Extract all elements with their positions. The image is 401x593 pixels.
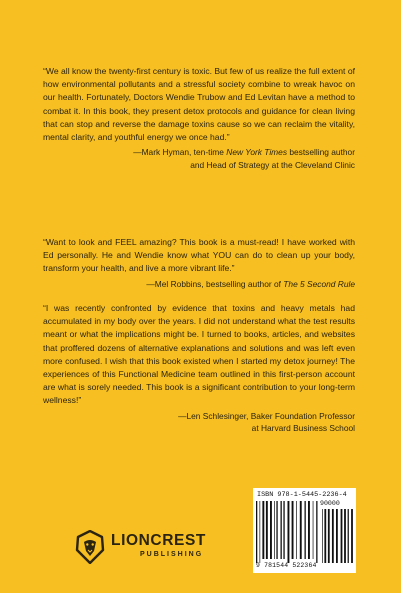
barcode-bar [324,509,326,563]
ean-digits: 9 781544 522364 [256,562,317,569]
barcode-bar [276,501,277,559]
barcode-bar [270,501,272,559]
publisher-subtitle: PUBLISHING [140,551,204,558]
endorsement-quote: “Want to look and FEEL amazing? This book is a must-read! I have worked with Ed personally. He and Wendie know what YOU can do to clean up your body, transform your health, and live a more vibrant life.” [43,237,355,274]
barcode-bar [260,501,261,563]
barcode-bar [296,501,297,559]
endorsement-3 [43,302,355,435]
barcode-bar [308,501,310,559]
barcode-bar [288,501,290,563]
endorsement-quote: “I was recently confronted by evidence that toxins and heavy metals had accumulated in my body over the years. I did not understand what the test results meant or what the implications might be. I turned to books, articles, and websites that proffered dozens of alternative explanations and solutions and was left even more confused. I wish that this book existed when I started my detox journey! The experiences of this Functional Medicine team outlined in this first-person account are what is sorely needed. This book is a significant contribution to your long-term wellness!” [43,303,355,406]
barcode-bar [344,509,346,563]
barcode-bar [332,509,334,563]
barcode-bar [300,501,302,559]
endorsement-attribution: —Mel Robbins, bestselling author of The 5 Second Rule [146,278,355,289]
endorsement-attribution: —Len Schlesinger, Baker Foundation Professor at Harvard Business School [178,410,355,434]
barcode-bar [351,509,353,563]
endorsement-2 [43,236,355,290]
barcode-bar [283,501,284,559]
barcode-bar [328,509,330,563]
isbn-number: ISBN 978-1-5445-2236-4 [257,491,347,499]
barcode-bar [305,501,306,559]
barcode-bar [274,501,275,559]
barcode-bar [281,501,282,559]
barcode-bar [256,501,257,563]
endorsement-attribution: —Mark Hyman, ten-time New York Times bestselling author and Head of Strategy at the Cleveland Clinic [133,147,355,170]
barcode-bar [341,509,343,563]
endorsement-1 [43,65,355,171]
endorsement-quote: “We all know the twenty-first century is toxic. But few of us realize the full extent of how environmental pollutants and a stressful society combine to wreak havoc on our health. Fortunately, Doctors Wendie Trubow and Ed Levitan have a method to combat it. In this book, they present detox protocols and guidance for clean living that can stop and reverse the damage toxins cause so we can reclaim the vitality, mental clarity, and youthful energy we once had.” [43,66,355,143]
barcode-bar [316,501,317,563]
barcode-bar [292,501,294,559]
lion-head-icon [75,530,105,564]
barcode-bar [262,501,264,559]
price-code: 90000 [320,500,340,507]
barcode-bar [348,509,349,563]
barcode-bars [256,501,353,563]
publisher-logo [75,529,215,565]
barcode-bar [322,509,323,563]
barcode-bar [266,501,268,559]
isbn-barcode [253,488,356,573]
barcode-bar [313,501,314,559]
publisher-name: LIONCREST [111,532,206,549]
barcode-bar [336,509,338,563]
